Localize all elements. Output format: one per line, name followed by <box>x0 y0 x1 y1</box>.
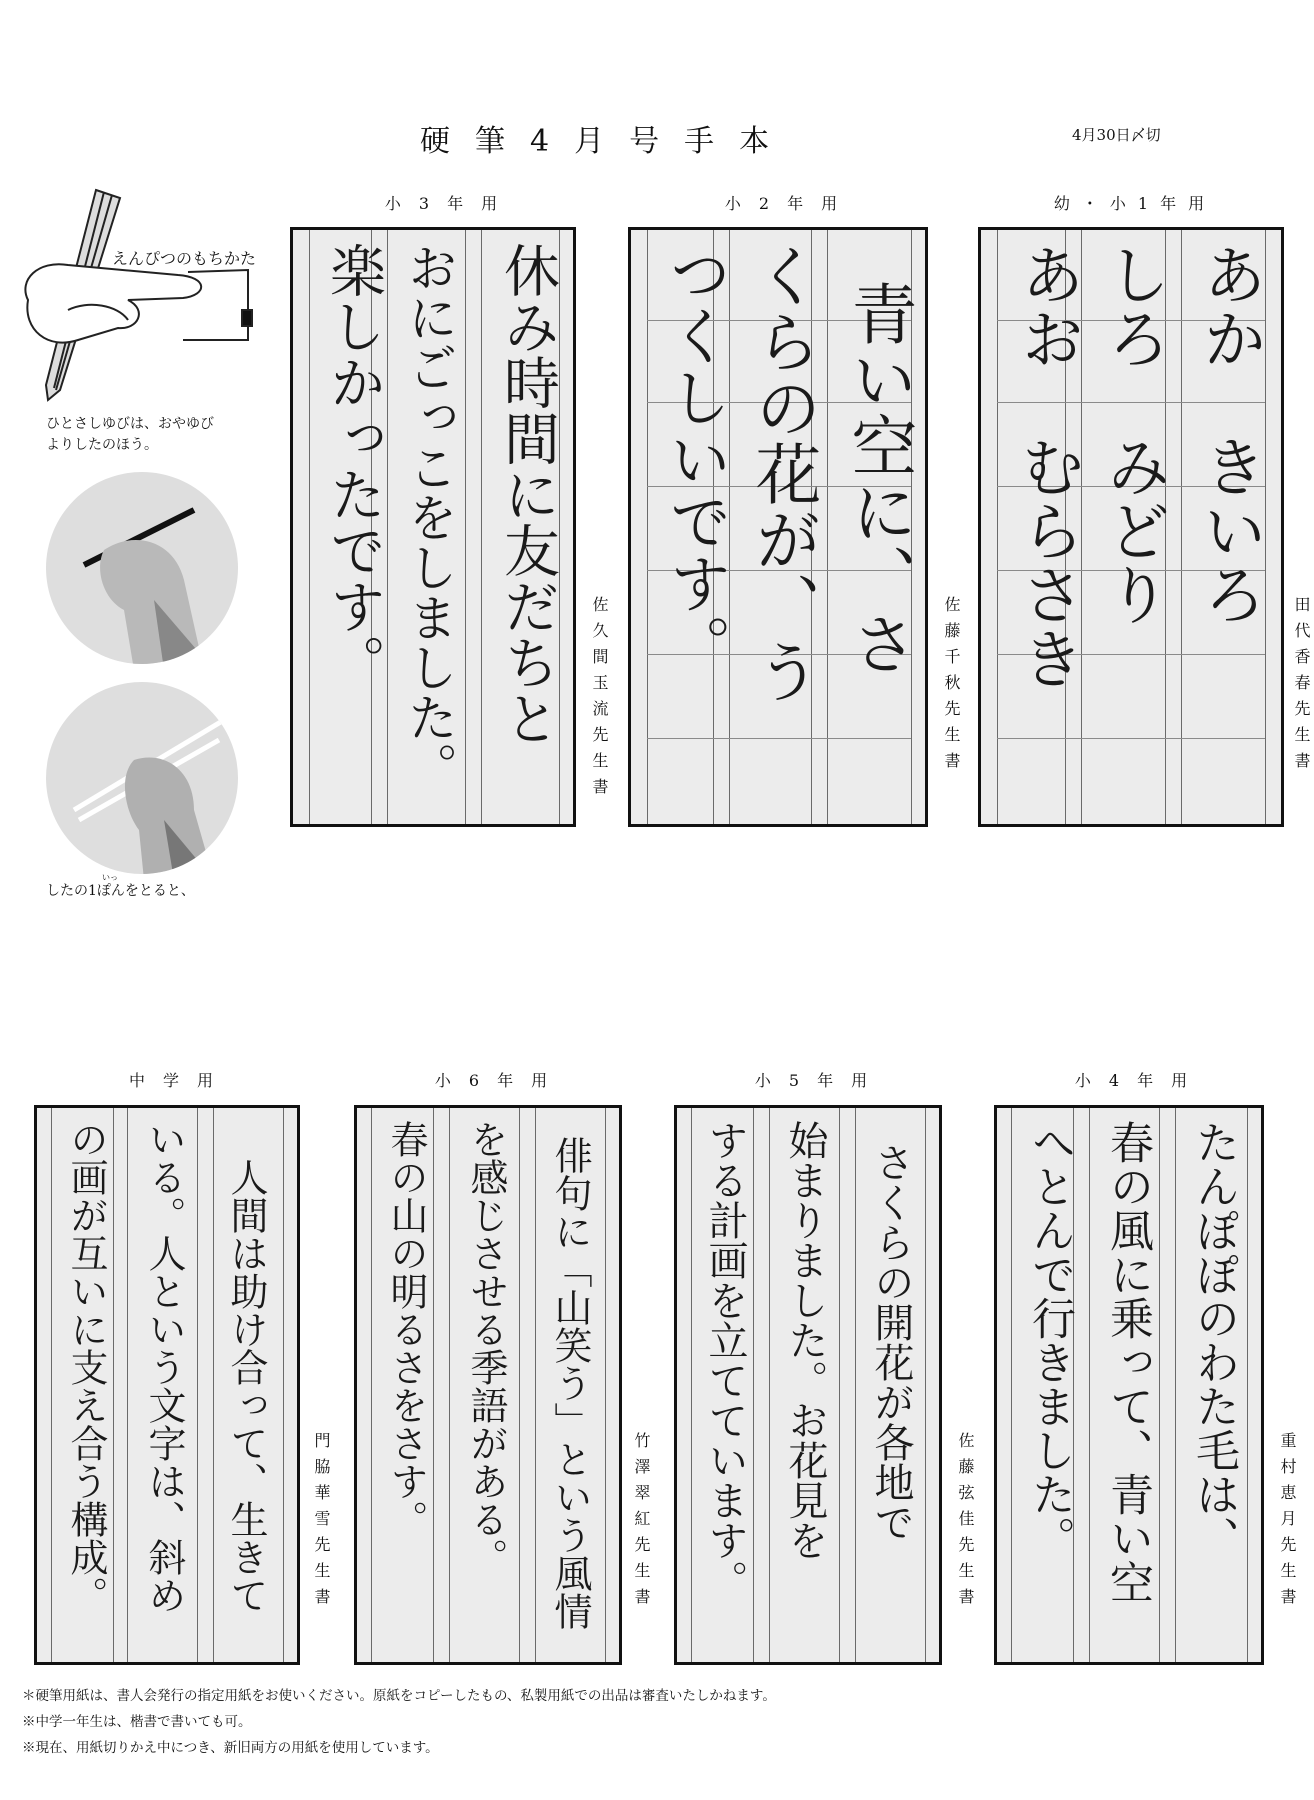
teacher-signature: 重村恵月先生書 <box>1278 1432 1297 1614</box>
teacher-signature: 田代香春先生書 <box>1292 596 1311 778</box>
sheet-column: あか きいろ <box>1192 242 1266 626</box>
sheet-column: 春の風に乗って、青い空 <box>1102 1120 1153 1604</box>
sheet-column: あお むらさき <box>1010 242 1084 690</box>
sheet-grade6 <box>354 1105 622 1665</box>
sheet-column: 楽しかったです。 <box>321 242 386 690</box>
teacher-signature: 佐久間玉流先生書 <box>590 596 609 804</box>
page-title: 硬筆4月号手本 <box>420 124 795 159</box>
sheet-column: たんぽぽのわた毛は、 <box>1188 1120 1239 1560</box>
sheet-column: おにごっこをしました。 <box>400 242 458 792</box>
teacher-signature: 佐藤千秋先生書 <box>942 596 961 778</box>
sheet-grade1 <box>978 227 1284 827</box>
sheet-column: を感じさせる季語がある。 <box>464 1120 508 1576</box>
sheet-column: 春の山の明るさをさす。 <box>384 1120 428 1538</box>
sheet-grade2 <box>628 227 928 827</box>
sheet-column: さくらの開花が各地で <box>868 1142 914 1542</box>
sheet-column: へとんで行きました。 <box>1024 1120 1075 1560</box>
grade-label: 幼・小1年用 <box>1053 194 1217 213</box>
sheet-column: の画が互いに支え合う構成。 <box>64 1120 108 1614</box>
footnote: ＊硬筆用紙は、書人会発行の指定用紙をお使いください。原紙をコピーしたもの、私製用紙での出品は審査いたしかねます。 <box>22 1688 776 1704</box>
sheet-junior-high <box>34 1105 300 1665</box>
grade-label: 小3年用 <box>384 194 516 213</box>
pencil-grip-caption: えんぴつのもちかた <box>112 249 257 268</box>
sheet-column: 休み時間に友だちと <box>495 242 560 746</box>
teacher-signature: 佐藤弦佳先生書 <box>956 1432 975 1614</box>
grip-note-line2: よりしたのほう。 <box>46 437 158 453</box>
footnote: ※中学一年生は、楷書で書いても可。 <box>22 1714 252 1730</box>
grade-label: 小4年用 <box>1074 1071 1206 1090</box>
grade-label: 小6年用 <box>434 1071 566 1090</box>
sheet-column: いる。人という文字は、斜め <box>142 1120 186 1614</box>
sheet-grade4 <box>994 1105 1264 1665</box>
grip-note-line1: ひとさしゆびは、おやゆび <box>46 416 214 432</box>
sheet-column: 俳句に「山笑う」という風情 <box>548 1136 592 1630</box>
chopstick-ruby: いっ <box>102 873 118 882</box>
chopstick-note: したの1ぽんをとると、 <box>46 883 195 899</box>
sheet-grade3 <box>290 227 576 827</box>
sheet-column: する計画を立てています。 <box>702 1120 748 1600</box>
chopstick-hand-photo <box>44 680 240 876</box>
sheet-column: つくしいです。 <box>659 242 732 676</box>
sheet-column: 青い空に、さ <box>840 280 917 676</box>
teacher-signature: 門脇華雪先生書 <box>312 1432 331 1614</box>
sheet-column: しろ みどり <box>1096 242 1170 626</box>
deadline-label: 4月30日〆切 <box>1072 126 1161 144</box>
sheet-column: くらの花が、う <box>744 242 821 704</box>
sheet-column: 始まりました。お花見を <box>782 1120 828 1560</box>
grade-label: 小5年用 <box>754 1071 886 1090</box>
pencil-hand-photo <box>44 470 240 666</box>
teacher-signature: 竹澤翠紅先生書 <box>632 1432 651 1614</box>
pencil-grip-illustration <box>8 180 288 420</box>
grade-label: 中学用 <box>128 1071 231 1090</box>
sheet-grade5 <box>674 1105 942 1665</box>
footnote: ※現在、用紙切りかえ中につき、新旧両方の用紙を使用しています。 <box>22 1740 439 1756</box>
sheet-column: 人間は助け合って、生きて <box>224 1158 268 1614</box>
grade-label: 小2年用 <box>724 194 856 213</box>
